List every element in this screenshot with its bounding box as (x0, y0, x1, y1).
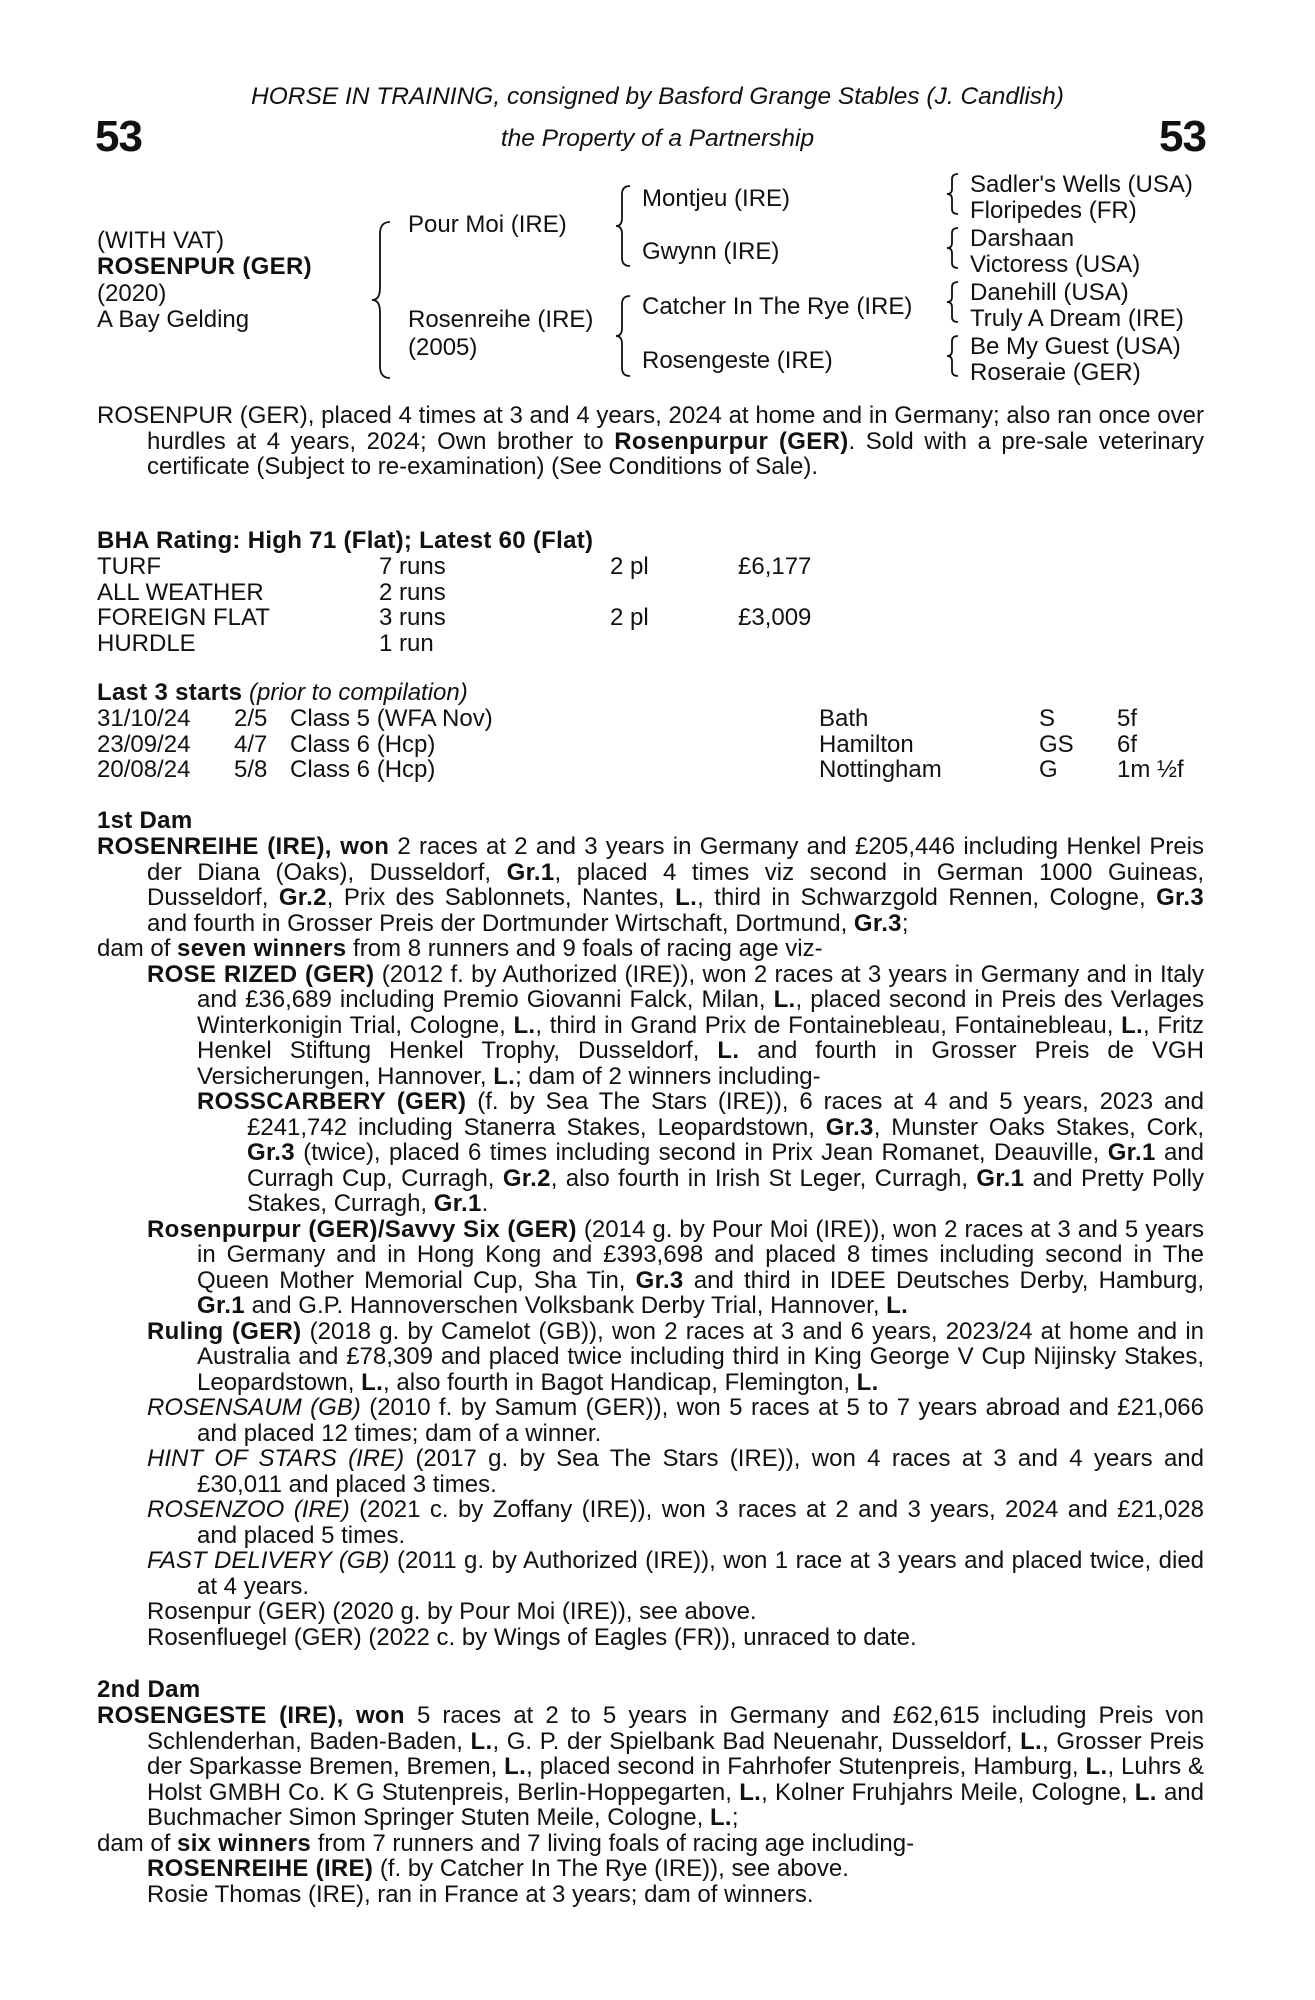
grade: Gr.2 (502, 1164, 551, 1192)
consignor-line: HORSE IN TRAINING, consigned by Basford Grange Stables (J. Candlish) (251, 83, 1064, 110)
text: Fontainebleau, (954, 1011, 1122, 1039)
text: Curragh, (874, 1164, 977, 1192)
pedigree-brace-sire (614, 184, 634, 268)
last-starts-title: Last 3 starts (97, 679, 243, 706)
text: 2 races at 2 and 3 years in Germany and £205,446 including (389, 833, 1059, 860)
first-dam-paragraph (97, 834, 1204, 936)
last-starts-heading (97, 680, 468, 706)
vat-note: (WITH VAT) (97, 227, 225, 254)
text: Cologne, (1049, 884, 1157, 911)
text: and Curragh Cup, Curragh, (247, 1139, 1205, 1192)
text: Nijinsky Stakes, Leopardstown, (197, 1343, 1204, 1396)
start-date: 31/10/24 (97, 705, 191, 732)
start-distance: 6f (1117, 730, 1138, 758)
start-going: GS (1039, 730, 1074, 758)
text: Fruhjahrs Meile, Cologne, (851, 1778, 1135, 1806)
text: , placed 4 times viz second in German 1000 (554, 858, 1093, 886)
text: Deauville, (993, 1139, 1108, 1166)
produce-name: ROSSCARBERY (GER) (197, 1088, 467, 1115)
listed: L. (470, 1727, 493, 1755)
text: £21,028 and placed 5 times. (197, 1496, 1204, 1549)
grade: Gr.3 (853, 909, 902, 937)
second-dam-section (97, 1703, 1204, 1907)
pedigree-brace-main (370, 220, 394, 380)
produce-rosenfluegel: Rosenfluegel (GER) (2022 c. by Wings of Eagles (FR)), unraced to date. (147, 1623, 917, 1651)
text: , Munster Oaks (873, 1113, 1045, 1141)
text: and in Australia and £78,309 and placed twice including third in King George V Cup (197, 1317, 1205, 1370)
text: ; dam of 2 winners including- (515, 1062, 821, 1090)
summary-text-a: ROSENPUR (GER), placed 4 times at 3 and 4 years, 2024 at home and in Germany; also ran once over hurdles at 4 years, 2024; Own brother to (97, 402, 1204, 455)
summary-text-c: . Sold with a pre-sale veterinary certificate (Subject to re-examination) (See Conditions of Sale). (147, 427, 1204, 480)
text: , Luhrs & Holst GMBH Co. K G Stutenpreis, Berlin-Hoppegarten, (147, 1753, 1205, 1806)
first-dam-produce-line (97, 936, 1204, 962)
text: £30,011 and placed 3 times. (197, 1470, 497, 1498)
pedigree-brace-g4-2 (945, 226, 961, 270)
listed: L. (1121, 1011, 1143, 1039)
dam-sire: Catcher In The Rye (IRE) (642, 293, 913, 320)
second-dam-produce-line (97, 1831, 1204, 1857)
text: (2014 g. by Pour Moi (IRE)), won 2 races at 3 (576, 1215, 1071, 1243)
lot-number-right: 53 (1159, 112, 1206, 161)
produce-rosenreihe (97, 1856, 1204, 1882)
text: , Prix des Sablonnets, Nantes, (326, 884, 676, 911)
second-dam-name: ROSENGESTE (IRE), won (97, 1702, 405, 1729)
pedigree-brace-dam (614, 294, 634, 378)
produce-name: FAST DELIVERY (GB) (147, 1547, 390, 1574)
text: von Schlenderhan, Baden-Baden, (147, 1702, 1205, 1755)
text: (2018 g. by Camelot (GB)), won 2 races at 3 and 6 years, 2023/24 at home (301, 1317, 1129, 1345)
text: (2010 f. by Samum (GER)), won 5 races at 5 to 7 years abroad and (360, 1394, 1109, 1421)
bha-surface: TURF (97, 553, 161, 580)
first-dam-heading: 1st Dam (97, 807, 193, 834)
text: Grosser Preis de VGH Versicherungen, Hannover, (197, 1037, 1205, 1090)
produce-rosenpur: Rosenpur (GER) (2020 g. by Pour Moi (IRE)), see above. (147, 1598, 757, 1625)
text: and G.P. Hannoverschen Volksbank Derby Trial, Hannover, (244, 1292, 887, 1319)
last-starts-note: (prior to compilation) (248, 679, 468, 706)
bha-surface: FOREIGN FLAT (97, 604, 270, 631)
start-going: S (1039, 705, 1056, 732)
text: (f. by Sea The Stars (IRE)), 6 races at 4 and 5 years, 2023 (466, 1088, 1154, 1115)
text: Grosser Preis der Sparkasse Bremen, Bremen, (147, 1727, 1204, 1780)
first-dam-name: ROSENREIHE (IRE), won (97, 833, 390, 860)
listed: L. (856, 1368, 879, 1396)
start-class: Class 5 (WFA Nov) (290, 705, 493, 732)
text: Derby, Hamburg, (1019, 1266, 1205, 1294)
sire-dam: Gwynn (IRE) (642, 238, 780, 265)
text: , third in Schwarzgold Rennen, (697, 884, 1040, 911)
text: (2021 c. by Zoffany (IRE)), won 3 races at 2 and 3 years, 2024 and (349, 1496, 1108, 1523)
produce-name: ROSENZOO (IRE) (147, 1496, 350, 1523)
horse-name: ROSENPUR (GER) (97, 253, 312, 280)
bha-prize: £6,177 (738, 553, 812, 580)
text: , placed second in Fahrhofer Stutenpreis, (526, 1753, 967, 1780)
produce-name: ROSENREIHE (IRE) (147, 1855, 374, 1882)
grade: Gr.1 (433, 1190, 482, 1217)
gen4-2: Floripedes (FR) (970, 197, 1137, 224)
produce-name: Rosenpurpur (GER)/Savvy Six (GER) (147, 1215, 577, 1243)
text: , Kolner (761, 1778, 845, 1806)
text: des Verlages Winterkonigin Trial, Cologne, (197, 986, 1205, 1039)
text: ; (901, 909, 909, 937)
bha-rating-title: BHA Rating: High 71 (Flat); Latest 60 (Flat) (97, 527, 594, 554)
start-going: G (1039, 756, 1058, 783)
grade: Gr.1 (1107, 1139, 1156, 1166)
sire-sire: Montjeu (IRE) (642, 185, 791, 212)
dam-dam: Rosengeste (IRE) (642, 347, 833, 374)
start-course: Hamilton (819, 730, 914, 758)
lot-number-left: 53 (95, 112, 142, 161)
listed: L. (739, 1778, 762, 1806)
text: from 8 runners and 9 foals of racing age viz- (346, 935, 823, 962)
bha-runs: 3 runs (379, 604, 446, 631)
produce-rosensaum (97, 1395, 1204, 1446)
start-position: 5/8 (234, 756, 268, 783)
text: . (481, 1190, 489, 1217)
grade: Gr.3 (1156, 884, 1204, 911)
text: and fourth in (739, 1037, 914, 1064)
produce-ruling (97, 1319, 1204, 1396)
gen4-6: Truly A Dream (IRE) (970, 305, 1184, 332)
gen4-1: Sadler's Wells (USA) (970, 171, 1193, 198)
dam-year: (2005) (408, 334, 478, 361)
listed: L. (1020, 1727, 1043, 1755)
gen4-7: Be My Guest (USA) (970, 333, 1181, 360)
summary-brother-name: Rosenpurpur (GER) (614, 427, 849, 455)
text: and third in IDEE Deutsches (683, 1266, 1010, 1294)
text: and 5 years in Germany and in Hong Kong and £393,698 and placed 8 times including (197, 1215, 1204, 1268)
text: , also fourth in Bagot Handicap, Flemington, (383, 1368, 857, 1396)
listed: L. (493, 1062, 516, 1090)
horse-year: (2020) (97, 280, 167, 307)
listed: L. (709, 1804, 732, 1831)
text: , third in Grand Prix de Fontainebleau, (535, 1011, 947, 1039)
bha-surface: HURDLE (97, 629, 196, 657)
text: in Italy and £36,689 including Premio Giovanni Falck, Milan, (197, 960, 1204, 1013)
start-distance: 5f (1117, 705, 1138, 732)
produce-rosenzoo (97, 1497, 1204, 1548)
text: second in The Queen Mother Memorial Cup, Sha Tin, (197, 1241, 1205, 1294)
sire-name: Pour Moi (IRE) (408, 211, 567, 238)
grade: Gr.3 (247, 1139, 295, 1166)
grade: Gr.3 (825, 1113, 874, 1141)
produce-hint-of-stars (97, 1446, 1204, 1497)
start-class: Class 6 (Hcp) (290, 756, 436, 783)
listed: L. (675, 884, 698, 911)
start-course: Nottingham (819, 756, 942, 783)
produce-rose-rized (97, 962, 1204, 1090)
text: and Buchmacher Simon Springer Stuten Meile, Cologne, (147, 1778, 1205, 1831)
text: , placed second in Preis (795, 986, 1056, 1013)
listed: L. (513, 1011, 536, 1039)
second-dam-paragraph (97, 1703, 1204, 1831)
text: (2012 f. by Authorized (IRE)), won 2 races at 3 years in Germany and (374, 960, 1127, 988)
text: £21,066 and placed 12 times; dam of a winner. (197, 1394, 1205, 1447)
start-date: 23/09/24 (97, 730, 191, 758)
text: and Pretty Polly Stakes, Curragh, (247, 1164, 1205, 1217)
winners-count: six winners (177, 1829, 312, 1857)
start-position: 4/7 (234, 730, 268, 758)
start-class: Class 6 (Hcp) (290, 730, 436, 758)
pedigree-brace-g4-4 (945, 334, 961, 378)
start-distance: 1m ½f (1117, 756, 1184, 783)
text: , G. P. der Spielbank Bad Neuenahr, Dusseldorf, (492, 1727, 1021, 1755)
bha-placed: 2 pl (610, 553, 649, 580)
text: Hamburg, (973, 1753, 1086, 1780)
text: ; (731, 1804, 739, 1831)
pedigree-brace-g4-3 (945, 280, 961, 324)
produce-name: Ruling (GER) (147, 1317, 302, 1345)
pedigree-brace-g4-1 (945, 172, 961, 216)
produce-rosie-thomas: Rosie Thomas (IRE), ran in France at 3 years; dam of winners. (147, 1880, 814, 1908)
property-line: the Property of a Partnership (500, 125, 815, 152)
listed: L. (886, 1292, 909, 1319)
produce-rosenpurpur (97, 1217, 1204, 1319)
listed: L. (1134, 1778, 1157, 1806)
text: dam of (97, 935, 178, 962)
bha-table (97, 554, 1204, 658)
bha-runs: 7 runs (379, 553, 446, 580)
text: dam of (97, 1829, 178, 1857)
grade: Gr.1 (976, 1164, 1025, 1192)
text: (2017 g. by Sea The Stars (IRE)), won 4 races at 3 and 4 years and (404, 1445, 1204, 1472)
horse-description: A Bay Gelding (97, 306, 250, 333)
listed: L. (361, 1368, 384, 1396)
listed: L. (504, 1753, 527, 1780)
dam-name: Rosenreihe (IRE) (408, 306, 594, 333)
text: 5 races at 2 to 5 years in Germany and £62,615 including Preis (404, 1702, 1154, 1729)
start-position: 2/5 (234, 705, 268, 732)
grade: Gr.3 (635, 1266, 684, 1294)
gen4-4: Victoress (USA) (970, 251, 1141, 278)
produce-name: ROSE RIZED (GER) (147, 960, 375, 988)
gen4-8: Roseraie (GER) (970, 359, 1141, 386)
grade: Gr.1 (506, 858, 555, 886)
produce-name: ROSENSAUM (GB) (147, 1394, 361, 1421)
text: and £241,742 including Stanerra Stakes, Leopardstown, (247, 1088, 1204, 1141)
produce-fast-delivery (97, 1548, 1204, 1599)
text: Henkel Preis der Diana (Oaks), Dusseldorf, (147, 833, 1204, 886)
winners-count: seven winners (177, 935, 347, 962)
grade: Gr.1 (197, 1292, 245, 1319)
start-date: 20/08/24 (97, 756, 191, 783)
first-dam-section (97, 834, 1204, 1650)
last-starts-table (97, 706, 1204, 784)
start-course: Bath (819, 705, 869, 732)
text: Stakes, Cork, (1055, 1113, 1205, 1141)
produce-name: HINT OF STARS (IRE) (147, 1445, 405, 1472)
text: , also fourth in Irish St Leger, (550, 1164, 867, 1192)
gen4-5: Danehill (USA) (970, 279, 1129, 306)
text: , Fritz Henkel Stiftung Henkel Trophy, Dusseldorf, (197, 1011, 1204, 1064)
second-dam-heading: 2nd Dam (97, 1676, 201, 1703)
text: (f. by Catcher In The Rye (IRE)), see above. (373, 1855, 849, 1882)
listed: L. (773, 986, 796, 1013)
bha-prize: £3,009 (738, 604, 812, 631)
summary-paragraph (97, 403, 1204, 480)
produce-rosscarbery (97, 1089, 1204, 1217)
text: (twice), placed 6 times including second in Prix Jean Romanet, (294, 1139, 986, 1166)
listed: L. (717, 1037, 740, 1064)
bha-runs: 1 run (379, 629, 434, 657)
bha-runs: 2 runs (379, 578, 446, 606)
text: , (1042, 1727, 1049, 1755)
bha-surface: ALL WEATHER (97, 578, 264, 606)
text: twice, died at 4 years. (197, 1547, 1205, 1600)
gen4-3: Darshaan (970, 225, 1075, 252)
text: Guineas, Dusseldorf, (147, 858, 1204, 911)
text: (2011 g. by Authorized (IRE)), won 1 race at 3 years and placed (389, 1547, 1083, 1574)
bha-placed: 2 pl (610, 604, 649, 631)
text: from 7 runners and 7 living foals of racing age including- (311, 1829, 915, 1857)
grade: Gr.2 (278, 884, 327, 911)
listed: L. (1085, 1753, 1108, 1780)
text: and fourth in Grosser Preis der Dortmunder Wirtschaft, Dortmund, (147, 909, 854, 937)
